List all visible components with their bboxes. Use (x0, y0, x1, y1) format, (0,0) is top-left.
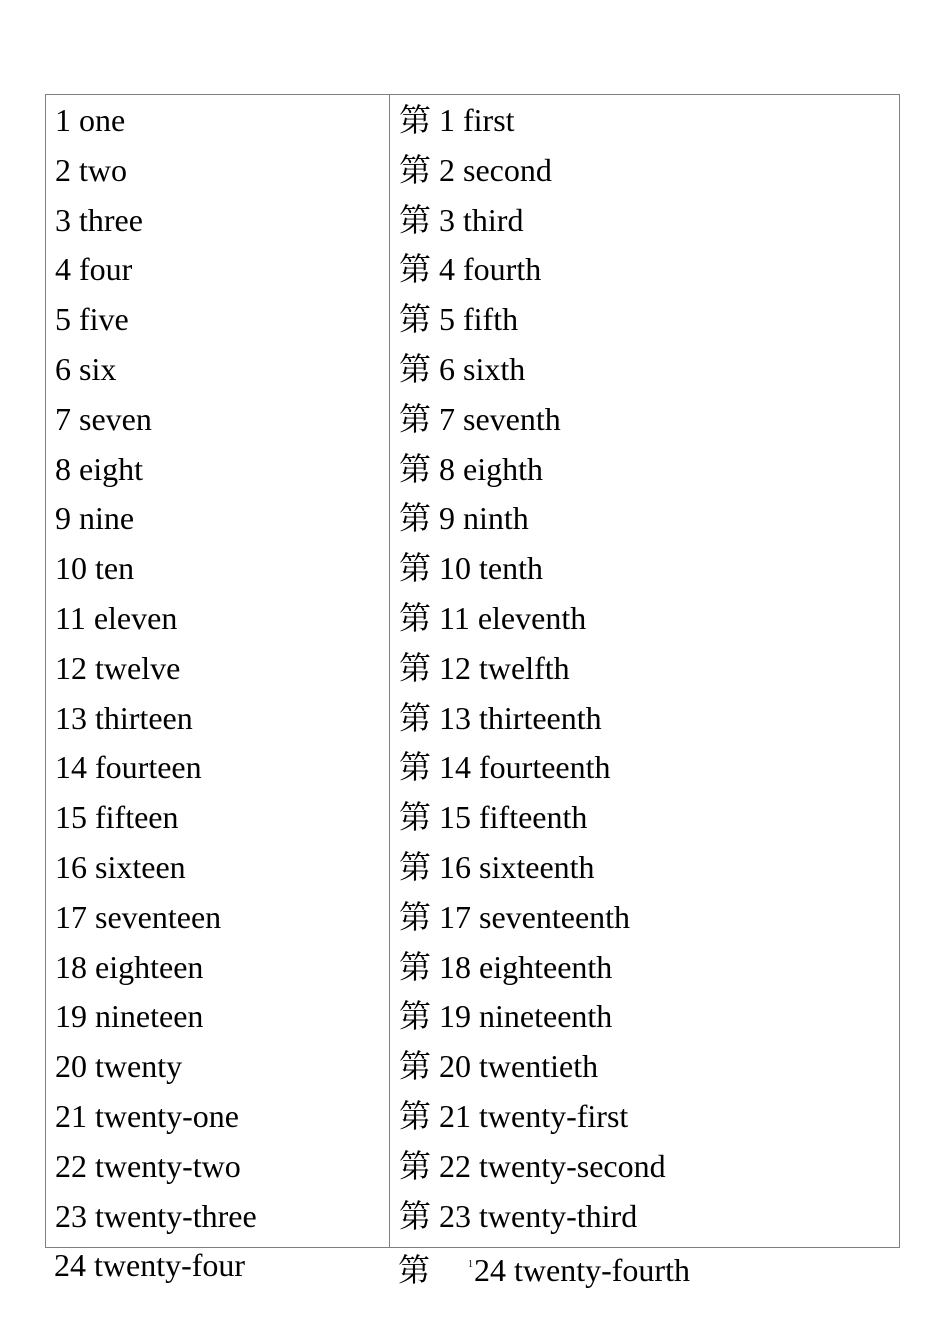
cardinal-cell: 5 five (55, 301, 129, 338)
ordinal-cell: 第 8 eighth (399, 450, 543, 487)
ordinal-cell: 第 2 second (399, 151, 552, 188)
cardinal-cell: 6 six (55, 351, 117, 387)
overflow-ordinal (398, 1240, 690, 1290)
ordinal-cell: 第 22 twenty-second (399, 1147, 666, 1184)
ordinal-cell: 第 13 thirteenth (399, 699, 602, 736)
ordinal-cell: 第 20 twentieth (399, 1048, 599, 1085)
column-divider (389, 95, 390, 1247)
ordinal-cell: 第 18 eighteenth (399, 948, 613, 985)
cardinal-cell: 22 twenty-two (55, 1147, 241, 1184)
cardinal-cell: 9 nine (55, 500, 135, 537)
cardinal-cell: 1 one (55, 102, 126, 138)
cardinal-cell: 3 three (55, 201, 143, 238)
ordinal-cell: 第 9 ninth (399, 500, 529, 537)
ordinal-cell: 第 4 fourth (399, 251, 542, 288)
cardinal-cell: 11 eleven (55, 600, 178, 636)
cardinal-cell: 21 twenty-one (55, 1098, 239, 1134)
ordinal-cell: 第 21 twenty-first (399, 1098, 629, 1134)
cardinal-cell: 12 twelve (55, 649, 181, 686)
ordinal-cell: 第 5 fifth (399, 301, 519, 338)
cardinal-cell: 20 twenty (55, 1048, 183, 1085)
ordinal-cell: 第 17 seventeenth (399, 898, 631, 935)
cardinal-cell: 2 two (55, 151, 127, 188)
numbers-table (45, 94, 900, 1248)
ordinal-cell: 第 23 twenty-third (399, 1197, 638, 1234)
overflow-ordinal-text: 24 twenty-fourth (474, 1252, 690, 1288)
cardinal-cell: 13 thirteen (55, 699, 193, 736)
cardinal-cell: 8 eight (55, 450, 143, 487)
ordinal-cell: 第 3 third (399, 201, 524, 238)
ordinal-cell: 第 7 seventh (399, 400, 561, 437)
cardinal-cell: 15 fifteen (55, 799, 179, 836)
cardinal-cell: 18 eighteen (55, 948, 204, 985)
cardinal-cell: 10 ten (55, 550, 135, 587)
ordinal-cell: 第 14 fourteenth (399, 749, 611, 786)
ordinal-cell: 第 12 twelfth (399, 649, 570, 686)
cardinal-cell: 19 nineteen (55, 998, 204, 1035)
cardinal-cell: 7 seven (55, 400, 152, 437)
ordinal-cell: 第 15 fifteenth (399, 799, 588, 836)
overflow-cardinal: 24 twenty-four (54, 1247, 246, 1283)
cardinal-cell: 14 fourteen (55, 749, 202, 786)
cardinal-cell: 16 sixteen (55, 849, 186, 885)
ordinal-cell: 第 6 sixth (399, 351, 526, 387)
ordinal-cell: 第 16 sixteenth (399, 849, 595, 885)
ordinal-cell: 第 19 nineteenth (399, 998, 613, 1035)
overflow-ordinal-prefix: 第 (398, 1252, 431, 1288)
ordinal-cell: 第 1 first (399, 102, 515, 138)
footnote-marker: 1 (468, 1259, 474, 1270)
cardinal-cell: 4 four (55, 251, 133, 288)
ordinal-cell: 第 10 tenth (399, 550, 543, 587)
cardinal-cell: 23 twenty-three (55, 1197, 257, 1234)
ordinal-cell: 第 11 eleventh (399, 600, 587, 636)
cardinal-cell: 17 seventeen (55, 898, 222, 935)
